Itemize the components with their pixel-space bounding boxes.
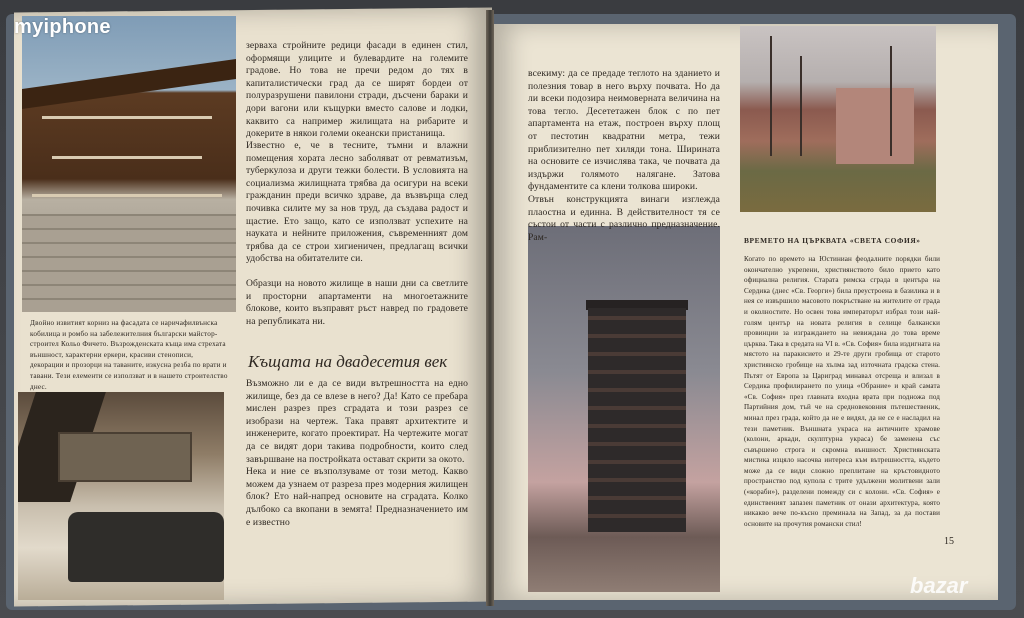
right-text-left-column: всекиму: да се предаде теглото на зданието и полезния товар в него върху почвата. Но да ли всеки подозира неимоверната величина на това тегло. Десететажен блок с по пет апартамента на етаж, построен върху площ от пестотин квадратни метра, тежи приблизително пет хиляди тона. Ширината на основите се изчислява така, че почвата да издържи голямото налягане. Затова фундаментите са клени толкова широки. Отвън конструкцията винаги изглежда плаостна и единна. В действителност тя се състои от части с различно предназначение. Рам- — [528, 68, 720, 243]
photo-beam — [32, 194, 222, 197]
photo-beam — [42, 116, 212, 119]
church-subheading: ВРЕМЕТО НА ЦЪРКВАТА «СВЕТА СОФИЯ» — [744, 236, 921, 245]
photo-beam — [52, 156, 202, 159]
left-text-top: зерваха стройните редици фасади в единен стил, оформящи улиците и булевардите на големите градове. Но това не пречи редом до тях в капиталистически град да се ширят бордеи от полуразрушени павилони стради, дъсчени бараки и дори вагони или къщурки вместо салове и лодки, каквито са например жилищата на рибарите и докерите в някои големи океански пристанища. — [246, 40, 468, 140]
photo-tower-construction — [528, 226, 720, 592]
left-photo-caption: Двойно извитият корниз на фасадата се наричафилвънска кобилица и ромбо на забележителния български майстор-строител Кольо Фичето. Възрожденската къща има стрехата външност, характерни еркери, красиви стенописи, декорации и прозорци на таваните, изкусна резба по врати и тавани. Тези елементи се използват и в нашето строителство днес. — [30, 319, 228, 391]
photo-stone-wall — [22, 214, 236, 312]
photo-wooden-house — [22, 16, 236, 312]
photo-relief-and-car — [18, 392, 224, 600]
photo-saint-sofia-church — [740, 26, 936, 212]
photo-car — [68, 512, 224, 582]
page-number: 15 — [944, 536, 954, 547]
right-text-church: Когато по времето на Юстиниан феодалните порядки били окончателно укрепени, християнството било прието като официална религия. Старата римска сграда в центъра на Сердика (днес «Св. Георги») била преустроена в базилика и в нея се извършило масовото покръстване на жителите от града и околностите. Но освен това императорът избрал този най-голям център на новата религия в селище балкански провинции за изграждането на невиждана до това време църква. Така в средата на VI в. «Св. София» била издигната на мястото на паракисието и 29-те други гробища от старото християнско гробище на хълма зад източната градска стена. Пътят от Европа за Цариград минавал отсреща и влизал в Сердика профилирането по улица «Обрание» и край самата «Св. София» през главната входна врата при подножа под Партийния дом, тъй че на средновековния пътешественик, минал през града, който да не е видял, да не се е насладил на тези паметник. Външната украса на античните храмове (колони, аркади, скулптурна украса) бе заменена със съвършено строга и скромна външност. Християнската мистика изцяло насочва интереса към вътрешността, където може да се види сложно преплитане на кръстовидното пространство под купола с трите удължени молитвени зали («кораби»), разделени помежду си с колони. «Св. София» е единственият запазен паметник от онази архитектура, която никакво вече по-късно преминала на Запад, за да постави основите на прочутия романски стил! — [744, 255, 940, 528]
photo-roof — [22, 59, 236, 109]
photo-tree — [770, 36, 772, 156]
section-heading: Къщата на двадесетия век — [248, 352, 448, 371]
photo-tower-frame — [588, 308, 686, 532]
watermark-logo: myiphone — [14, 16, 111, 38]
book-spine — [486, 10, 494, 606]
watermark-bazar: bazar — [910, 573, 968, 598]
photo-tree — [890, 46, 892, 156]
left-text-low: Образци на новото жилище в наши дни са светлите и просторни апартаменти на многоетажните блокове, които възправят ръст навред по градовете на републиката ни. — [246, 278, 468, 327]
photo-relief — [58, 432, 192, 482]
photo-tree — [800, 56, 802, 156]
left-text-middle: Известно е, че в тесните, тъмни и влажни помещения хората лесно заболяват от ревматизъм, туберкулоза и други тежки болести. В условията на социализма жилищната трябва да осигури на всеки гражданин преди всичко здраве, да възвърща след почивка силите му за нов труд, да създава радост и щастие. Ето защо, като се използват успехите на науката и нейните приложения, съвременният дом трябва да се строи хигиеничен, предлагащ всички удобства на обитателите си. — [246, 140, 468, 265]
left-text-bottom: Възможно ли е да се види вътрешността на едно жилище, без да се влезе в него? Да! Като се пребара мислен разрез през сградата и този разрез се изобрази на чертеж. Така правят архитектите и инженерите, когато проектират. На чертежите могат да се видят дори такива подробности, които след завършване на постройката остават скрити за окото. Нека и ние се възползуваме от този метод. Какво можем да узнаем от разреза през модерния жилищен блок? Ето най-напред основите на сградата. Колко дълбоко са вкопани в земята! Предназначението им е известно — [246, 378, 468, 528]
photo-church-building — [836, 88, 914, 164]
